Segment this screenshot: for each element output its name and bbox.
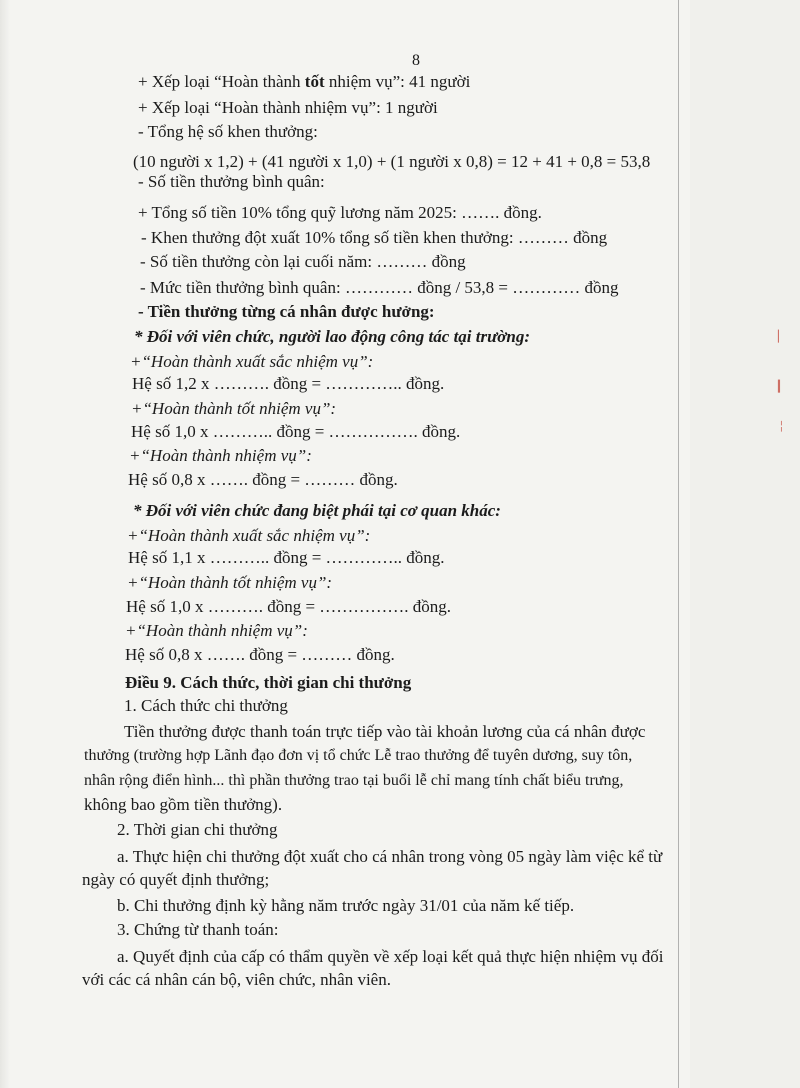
text-bold: tốt bbox=[304, 72, 325, 91]
text-line: - Số tiền thưởng còn lại cuối năm: ……… đồng bbox=[140, 252, 466, 271]
text-line: Hệ số 0,8 x ……. đồng = ……… đồng. bbox=[125, 645, 395, 664]
text-line: - Khen thưởng đột xuất 10% tổng số tiền khen thưởng: ……… đồng bbox=[141, 228, 608, 247]
paragraph-line: thưởng (trường hợp Lãnh đạo đơn vị tổ chức Lễ trao thưởng để tuyên dương, suy tôn, bbox=[84, 747, 633, 764]
text-line: Hệ số 1,1 x ……….. đồng = ………….. đồng. bbox=[128, 548, 445, 567]
text-line: Hệ số 1,0 x ……….. đồng = ……………. đồng. bbox=[131, 422, 461, 441]
paragraph-line: a. Quyết định của cấp có thẩm quyền về xếp loại kết quả thực hiện nhiệm vụ đối bbox=[117, 947, 664, 966]
red-stamp-fragment: ╎ bbox=[778, 421, 785, 433]
text-line: - Mức tiền thưởng bình quân: ………… đồng / 53,8 = ………… đồng bbox=[140, 278, 619, 297]
paragraph-line: Tiền thưởng được thanh toán trực tiếp vào tài khoản lương của cá nhân được bbox=[124, 722, 646, 741]
text-line: +“Hoàn thành nhiệm vụ”: bbox=[129, 446, 312, 465]
subsection-heading: * Đối với viên chức, người lao động công tác tại trường: bbox=[134, 327, 531, 346]
text-line: + Xếp loại “Hoàn thành nhiệm vụ”: 1 người bbox=[138, 98, 438, 117]
section-heading: - Tiền thưởng từng cá nhân được hưởng: bbox=[138, 302, 435, 321]
paragraph-line: ngày có quyết định thưởng; bbox=[82, 870, 270, 889]
subsection-heading: * Đối với viên chức đang biệt phái tại cơ quan khác: bbox=[133, 501, 501, 520]
text-line: b. Chi thưởng định kỳ hằng năm trước ngày 31/01 của năm kế tiếp. bbox=[117, 896, 575, 915]
text-line bbox=[138, 72, 470, 92]
text-span: nhiệm vụ”: 41 người bbox=[324, 72, 471, 91]
text-line: +“Hoàn thành xuất sắc nhiệm vụ”: bbox=[130, 352, 374, 371]
text-line: + Tổng số tiền 10% tổng quỹ lương năm 2025: ……. đồng. bbox=[138, 203, 542, 222]
text-line: Hệ số 1,0 x ………. đồng = ……………. đồng. bbox=[126, 597, 452, 616]
text-line: +“Hoàn thành tốt nhiệm vụ”: bbox=[131, 399, 337, 418]
text-line: 2. Thời gian chi thưởng bbox=[117, 820, 278, 839]
text-line: +“Hoàn thành nhiệm vụ”: bbox=[125, 621, 308, 640]
text-line: 1. Cách thức chi thưởng bbox=[124, 696, 288, 715]
text-line: Hệ số 1,2 x ………. đồng = ………….. đồng. bbox=[132, 374, 445, 393]
page-number: 8 bbox=[412, 52, 420, 69]
paragraph-line: với các cá nhân cán bộ, viên chức, nhân viên. bbox=[82, 970, 391, 989]
paragraph-line: không bao gồm tiền thưởng). bbox=[84, 795, 283, 814]
text-line: 3. Chứng từ thanh toán: bbox=[117, 920, 279, 939]
paragraph-line: a. Thực hiện chi thưởng đột xuất cho cá nhân trong vòng 05 ngày làm việc kể từ bbox=[117, 847, 663, 866]
paragraph-line: nhân rộng điển hình... thì phần thưởng trao tại buổi lễ chỉ mang tính chất biểu trưng, bbox=[84, 772, 624, 789]
text-line: - Số tiền thưởng bình quân: bbox=[138, 172, 325, 191]
red-stamp-fragment: ▏ bbox=[778, 331, 787, 343]
formula-line: (10 người x 1,2) + (41 người x 1,0) + (1 người x 0,8) = 12 + 41 + 0,8 = 53,8 bbox=[133, 152, 651, 171]
text-line: +“Hoàn thành xuất sắc nhiệm vụ”: bbox=[127, 526, 371, 545]
red-stamp-fragment: ▎ bbox=[778, 381, 787, 393]
article-heading: Điều 9. Cách thức, thời gian chi thưởng bbox=[125, 673, 412, 692]
text-span: + Xếp loại “Hoàn thành bbox=[138, 72, 305, 91]
text-line: - Tổng hệ số khen thưởng: bbox=[138, 122, 318, 141]
text-line: Hệ số 0,8 x ……. đồng = ……… đồng. bbox=[128, 470, 398, 489]
text-line: +“Hoàn thành tốt nhiệm vụ”: bbox=[127, 573, 333, 592]
